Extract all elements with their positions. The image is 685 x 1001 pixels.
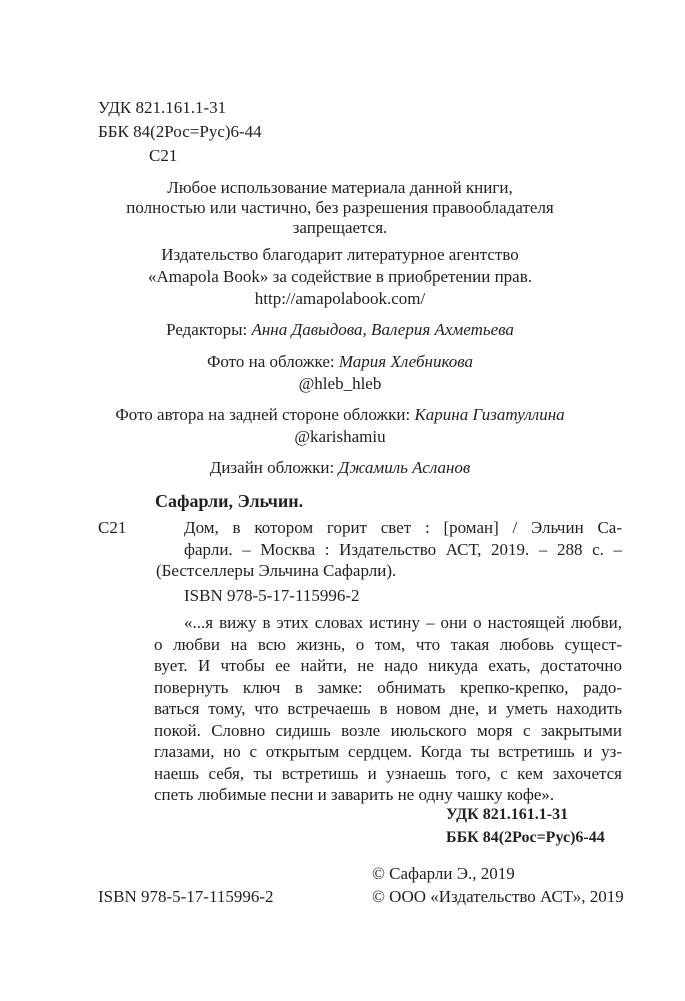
cover-photo-label: Фото на обложке: — [206, 352, 335, 371]
annotation-line: повернуть ключ в замке: обнимать крепко-крепко, радо- — [154, 677, 622, 697]
editors-credit — [60, 320, 620, 340]
author-photo-label: Фото автора на задней стороне обложки: — [115, 405, 411, 424]
annotation-line: наешь себя, ты встретишь и узнаешь того, с кем захочется — [154, 763, 622, 783]
copyright-publisher: © ООО «Издательство АСТ», 2019 — [372, 887, 624, 906]
catalog-description-line: (Бестселлеры Эльчина Сафарли). — [156, 561, 397, 580]
annotation-line: ваться тому, что встречаешь в новом дне, и уметь находить — [154, 699, 622, 718]
copyright-notice-line: Любое использование материала данной книги, — [167, 178, 513, 197]
footer-udk: УДК 821.161.1-31 — [446, 806, 569, 823]
catalog-description-line: фарли. – Москва : Издательство АСТ, 2019. – 288 с. – — [184, 539, 622, 559]
cover-photo-name: Мария Хлебникова — [338, 352, 474, 371]
catalog-mark: С21 — [98, 518, 127, 537]
cover-design-label: Дизайн обложки: — [209, 458, 335, 477]
acknowledgement-line: «Amapola Book» за содействие в приобретении прав. — [147, 267, 532, 286]
annotation-line: о любви на всю жизнь, о том, что такая любовь сущест- — [154, 634, 622, 654]
cover-design-name: Джамиль Асланов — [338, 458, 471, 477]
cover-photo-credit — [60, 352, 620, 372]
author-photo-credit — [60, 405, 620, 425]
author-photo-handle: @karishamiu — [294, 427, 386, 446]
copyright-notice-line: полностью или частично, без разрешения правообладателя — [126, 198, 554, 217]
catalog-author-heading: Сафарли, Эльчин. — [155, 491, 304, 511]
footer-isbn: ISBN 978-5-17-115996-2 — [98, 887, 274, 906]
catalog-isbn: ISBN 978-5-17-115996-2 — [184, 586, 360, 605]
bbk-code: ББК 84(2Рос=Рус)6-44 — [98, 122, 262, 141]
catalog-description-line: Дом, в котором горит свет : [роман] / Эльчин Са- — [184, 518, 622, 537]
annotation-line: вует. И чтобы ее найти, не надо никуда ехать, достаточно — [154, 656, 622, 675]
annotation-line: спеть любимые песни и заварить не одну чашку кофе». — [154, 785, 555, 804]
agency-url: http://amapolabook.com/ — [254, 289, 426, 308]
annotation-line: «...я вижу в этих словах истину – они о настоящей любви, — [184, 613, 622, 632]
acknowledgement-line: Издательство благодарит литературное агентство — [161, 245, 519, 264]
copyright-notice-line: запрещается. — [292, 218, 388, 237]
editors-label: Редакторы: — [166, 320, 248, 339]
copyright-author: © Сафарли Э., 2019 — [372, 864, 515, 883]
footer-bbk: ББК 84(2Рос=Рус)6-44 — [446, 829, 605, 846]
annotation-line: покой. Словно сидишь возле июльского моря с закрытыми — [154, 720, 622, 740]
author-photo-name: Карина Гизатуллина — [414, 405, 565, 424]
catalog-description — [156, 517, 622, 582]
udk-code: УДК 821.161.1-31 — [98, 98, 227, 117]
cover-design-credit — [60, 458, 620, 478]
author-mark: С21 — [149, 146, 178, 165]
annotation — [154, 612, 622, 806]
annotation-line: глазами, но с открытым сердцем. Когда ты встретишь и уз- — [154, 742, 622, 761]
editors-names: Анна Давыдова, Валерия Ахметьева — [251, 320, 514, 339]
cover-photo-handle: @hleb_hleb — [298, 374, 382, 393]
